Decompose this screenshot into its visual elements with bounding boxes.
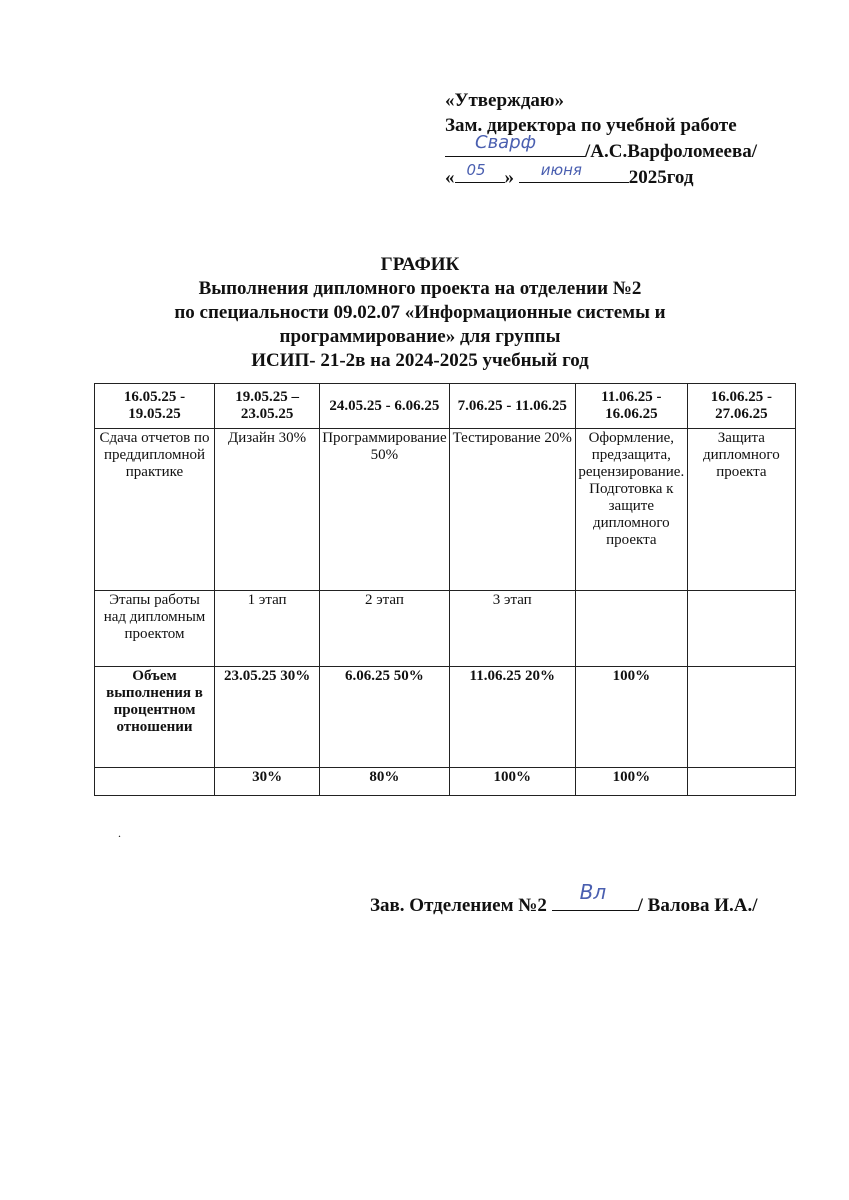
approval-title: «Утверждаю» [445, 90, 564, 111]
stage-cell: 1 этап [215, 591, 320, 667]
task-cell: Сдача отчетов по преддипломной практике [95, 429, 215, 591]
task-cell: Дизайн 30% [215, 429, 320, 591]
document-title [150, 253, 690, 373]
table-row-cumulative [95, 768, 796, 796]
stage-cell: 3 этап [449, 591, 575, 667]
date-month: июня [540, 161, 582, 179]
table-row-periods [95, 384, 796, 429]
volume-cell: 23.05.25 30% [215, 667, 320, 768]
cumulative-cell: 80% [320, 768, 449, 796]
task-cell: Оформление, предзащита, рецензирование. Подготовка к защите дипломного проекта [575, 429, 687, 591]
period-cell: 16.06.25 - 27.06.25 [687, 384, 795, 429]
period-cell: 7.06.25 - 11.06.25 [449, 384, 575, 429]
stage-cell [575, 591, 687, 667]
cumulative-cell: 100% [575, 768, 687, 796]
table-row-volume [95, 667, 796, 768]
task-cell: Тестирование 20% [449, 429, 575, 591]
stray-mark: . [118, 826, 121, 840]
cumulative-cell: 100% [449, 768, 575, 796]
footer-label: Зав. Отделением №2 [370, 895, 547, 916]
period-cell: 11.06.25 - 16.06.25 [575, 384, 687, 429]
volume-cell: Объем выполнения в процентном отношении [95, 667, 215, 768]
approver-name: /А.С.Варфоломеева/ [585, 141, 758, 162]
volume-cell: 11.06.25 20% [449, 667, 575, 768]
approval-signature-line [445, 132, 758, 164]
title-line-4: программирование» для группы [279, 326, 561, 347]
task-cell: Программирование 50% [320, 429, 449, 591]
footer-name: / Валова И.А./ [637, 895, 758, 916]
title-line-3: по специальности 09.02.07 «Информационные системы и [174, 302, 666, 323]
volume-cell [687, 667, 795, 768]
volume-cell: 100% [575, 667, 687, 768]
date-year: 2025год [628, 167, 694, 188]
schedule-table [94, 383, 796, 796]
approval-date [445, 161, 757, 190]
cumulative-cell [687, 768, 795, 796]
title-line-1: ГРАФИК [380, 254, 460, 275]
footer-signature-field [552, 880, 638, 911]
date-month-field [519, 161, 629, 183]
approval-position: Зам. директора по учебной работе [445, 115, 737, 136]
period-cell: 16.05.25 - 19.05.25 [95, 384, 215, 429]
cumulative-cell: 30% [215, 768, 320, 796]
title-line-5: ИСИП- 21-2в на 2024-2025 учебный год [251, 350, 589, 371]
cumulative-cell [95, 768, 215, 796]
footer-signature-block [370, 880, 758, 917]
footer-signature: Вл [579, 880, 607, 904]
date-day-field [455, 161, 505, 183]
table-row-stages [95, 591, 796, 667]
table-row-tasks [95, 429, 796, 591]
title-line-2: Выполнения дипломного проекта на отделении №2 [198, 278, 642, 299]
stage-cell: Этапы работы над дипломным проектом [95, 591, 215, 667]
task-cell: Защита дипломного проекта [687, 429, 795, 591]
approval-signature: Сварф [475, 132, 537, 153]
stage-cell: 2 этап [320, 591, 449, 667]
period-cell: 19.05.25 – 23.05.25 [215, 384, 320, 429]
stage-cell [687, 591, 795, 667]
approval-block [445, 88, 757, 190]
signature-field [445, 132, 585, 157]
period-cell: 24.05.25 - 6.06.25 [320, 384, 449, 429]
date-open-quote: « [445, 167, 455, 188]
date-day: 05 [466, 161, 486, 179]
volume-cell: 6.06.25 50% [320, 667, 449, 768]
date-close-quote: » [504, 167, 514, 188]
